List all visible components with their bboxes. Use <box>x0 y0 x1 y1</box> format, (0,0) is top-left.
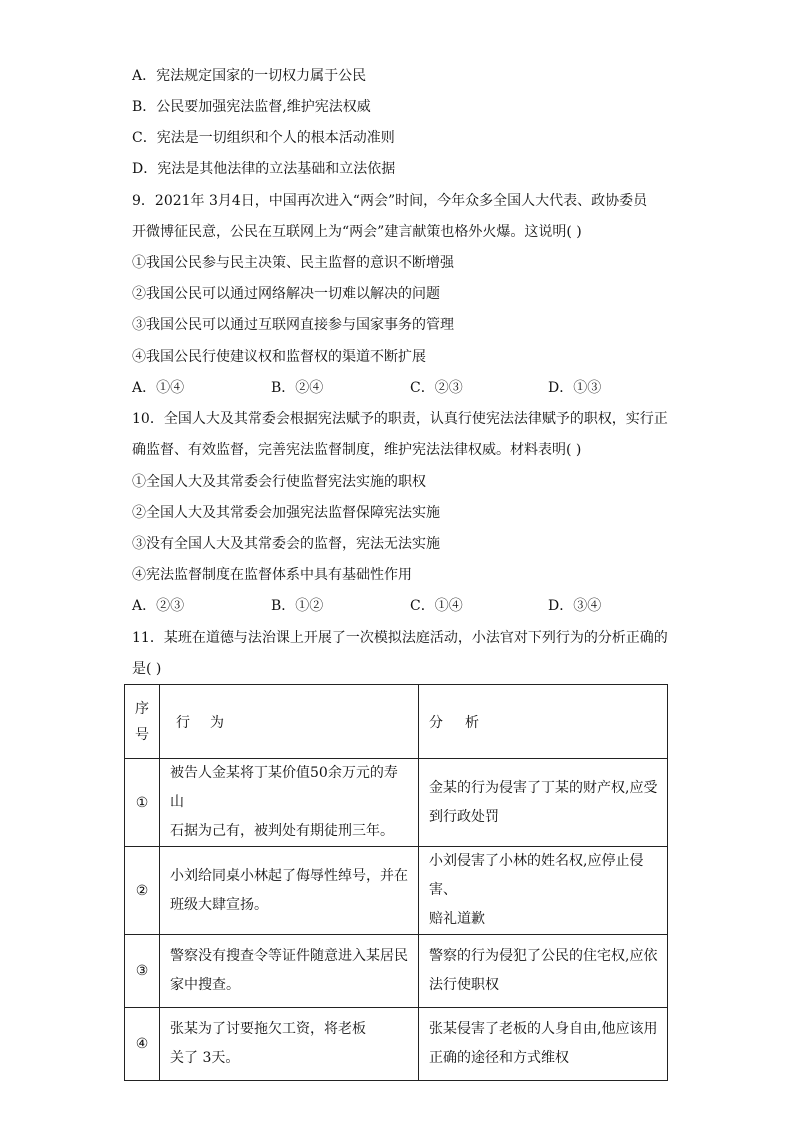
q9-choices <box>132 378 652 398</box>
row-action <box>160 847 419 935</box>
row-analysis-line: 到行政处罚 <box>429 808 499 825</box>
q10-choice-a: A．②③ <box>132 598 185 614</box>
q10-statement-1: ①全国人大及其常委会行使监督宪法实施的职权 <box>132 474 426 490</box>
q10-stem-line1: 10．全国人大及其常委会根据宪法赋予的职责，认真行使宪法法律赋予的职权，实行正 <box>132 411 668 427</box>
row-analysis <box>419 1008 668 1081</box>
q8-option-d: D．宪法是其他法律的立法基础和立法依据 <box>132 161 396 177</box>
row-index: ① <box>125 759 160 847</box>
q9-stem-line1: 9．2021年 3月4日，中国再次进入“两会”时间，今年众多全国人大代表、政协委员 <box>132 193 648 209</box>
table-row <box>125 847 668 935</box>
row-action <box>160 759 419 847</box>
header-action <box>160 685 419 759</box>
q9-choice-d: D．①③ <box>548 380 602 396</box>
q10-statement-3: ③没有全国人大及其常委会的监督，宪法无法实施 <box>132 536 440 552</box>
q10-statement-4: ④宪法监督制度在监督体系中具有基础性作用 <box>132 567 412 583</box>
row-analysis-line: 金某的行为侵害了丁某的财产权,应受 <box>429 779 658 796</box>
q8-option-b: B．公民要加强宪法监督,维护宪法权威 <box>132 99 371 115</box>
row-index: ② <box>125 847 160 935</box>
q10-stem-line2: 确监督、有效监督，完善宪法监督制度，维护宪法法律权威。材料表明( ) <box>132 442 582 458</box>
row-analysis-line: 法行使职权 <box>429 977 499 993</box>
row-analysis <box>419 847 668 935</box>
table-row <box>125 935 668 1008</box>
q9-statement-2: ②我国公民可以通过网络解决一切难以解决的问题 <box>132 286 440 302</box>
header-analysis <box>419 685 668 759</box>
q8-option-a: A．宪法规定国家的一切权力属于公民 <box>132 68 367 84</box>
row-action-line: 家中搜查。 <box>170 977 240 993</box>
q9-choice-b: B．②④ <box>271 380 324 396</box>
q9-stem-line2: 开微博征民意，公民在互联网上为“两会”建言献策也格外火爆。这说明( ) <box>132 224 582 240</box>
header-index <box>125 685 160 759</box>
row-action-line: 被告人金某将丁某价值50余万元的寿山 <box>170 765 398 810</box>
row-action <box>160 1008 419 1081</box>
q10-statement-2: ②全国人大及其常委会加强宪法监督保障宪法实施 <box>132 505 440 521</box>
q10-choice-b: B．①② <box>271 598 324 614</box>
table-header-row <box>125 685 668 759</box>
header-index-text: 序号 <box>135 700 149 743</box>
row-index: ③ <box>125 935 160 1008</box>
row-analysis-line: 张某侵害了老板的人身自由,他应该用 <box>429 1021 658 1037</box>
q10-choice-c: C．①④ <box>410 598 463 614</box>
header-action-text: 行为 <box>176 714 244 731</box>
row-action-line: 警察没有搜查令等证件随意进入某居民 <box>170 948 408 964</box>
q9-choice-a: A．①④ <box>132 380 185 396</box>
row-analysis-line: 警察的行为侵犯了公民的住宅权,应依 <box>429 948 658 964</box>
q9-choice-c: C．②③ <box>410 380 463 396</box>
q11-analysis-table <box>124 684 668 1081</box>
row-action-line: 石据为己有，被判处有期徒刑三年。 <box>170 823 394 839</box>
table-row <box>125 759 668 847</box>
row-analysis-line: 正确的途径和方式维权 <box>429 1050 569 1066</box>
row-analysis-line: 赔礼道歉 <box>429 911 485 927</box>
row-action-line: 小刘给同桌小林起了侮辱性绰号，并在 <box>170 867 408 884</box>
table-row <box>125 1008 668 1081</box>
row-action-line: 关了 3天。 <box>170 1050 240 1066</box>
row-analysis <box>419 759 668 847</box>
row-analysis-line: 小刘侵害了小林的姓名权,应停止侵害、 <box>429 853 644 898</box>
row-action-line: 张某为了讨要拖欠工资，将老板 <box>170 1021 366 1037</box>
row-index: ④ <box>125 1008 160 1081</box>
q9-statement-4: ④我国公民行使建议权和监督权的渠道不断扩展 <box>132 349 426 365</box>
q9-statement-1: ①我国公民参与民主决策、民主监督的意识不断增强 <box>132 255 454 271</box>
header-analysis-text: 分析 <box>429 714 501 731</box>
q8-option-c: C．宪法是一切组织和个人的根本活动准则 <box>132 130 395 146</box>
row-action-line: 班级大肆宣扬。 <box>170 896 268 913</box>
q9-statement-3: ③我国公民可以通过互联网直接参与国家事务的管理 <box>132 317 454 333</box>
row-analysis <box>419 935 668 1008</box>
q11-stem-line1: 11．某班在道德与法治课上开展了一次模拟法庭活动，小法官对下列行为的分析正确的 <box>132 630 668 646</box>
q11-stem-line2: 是( ) <box>132 661 162 677</box>
q10-choice-d: D．③④ <box>548 598 602 614</box>
q10-choices <box>132 596 652 616</box>
row-action <box>160 935 419 1008</box>
